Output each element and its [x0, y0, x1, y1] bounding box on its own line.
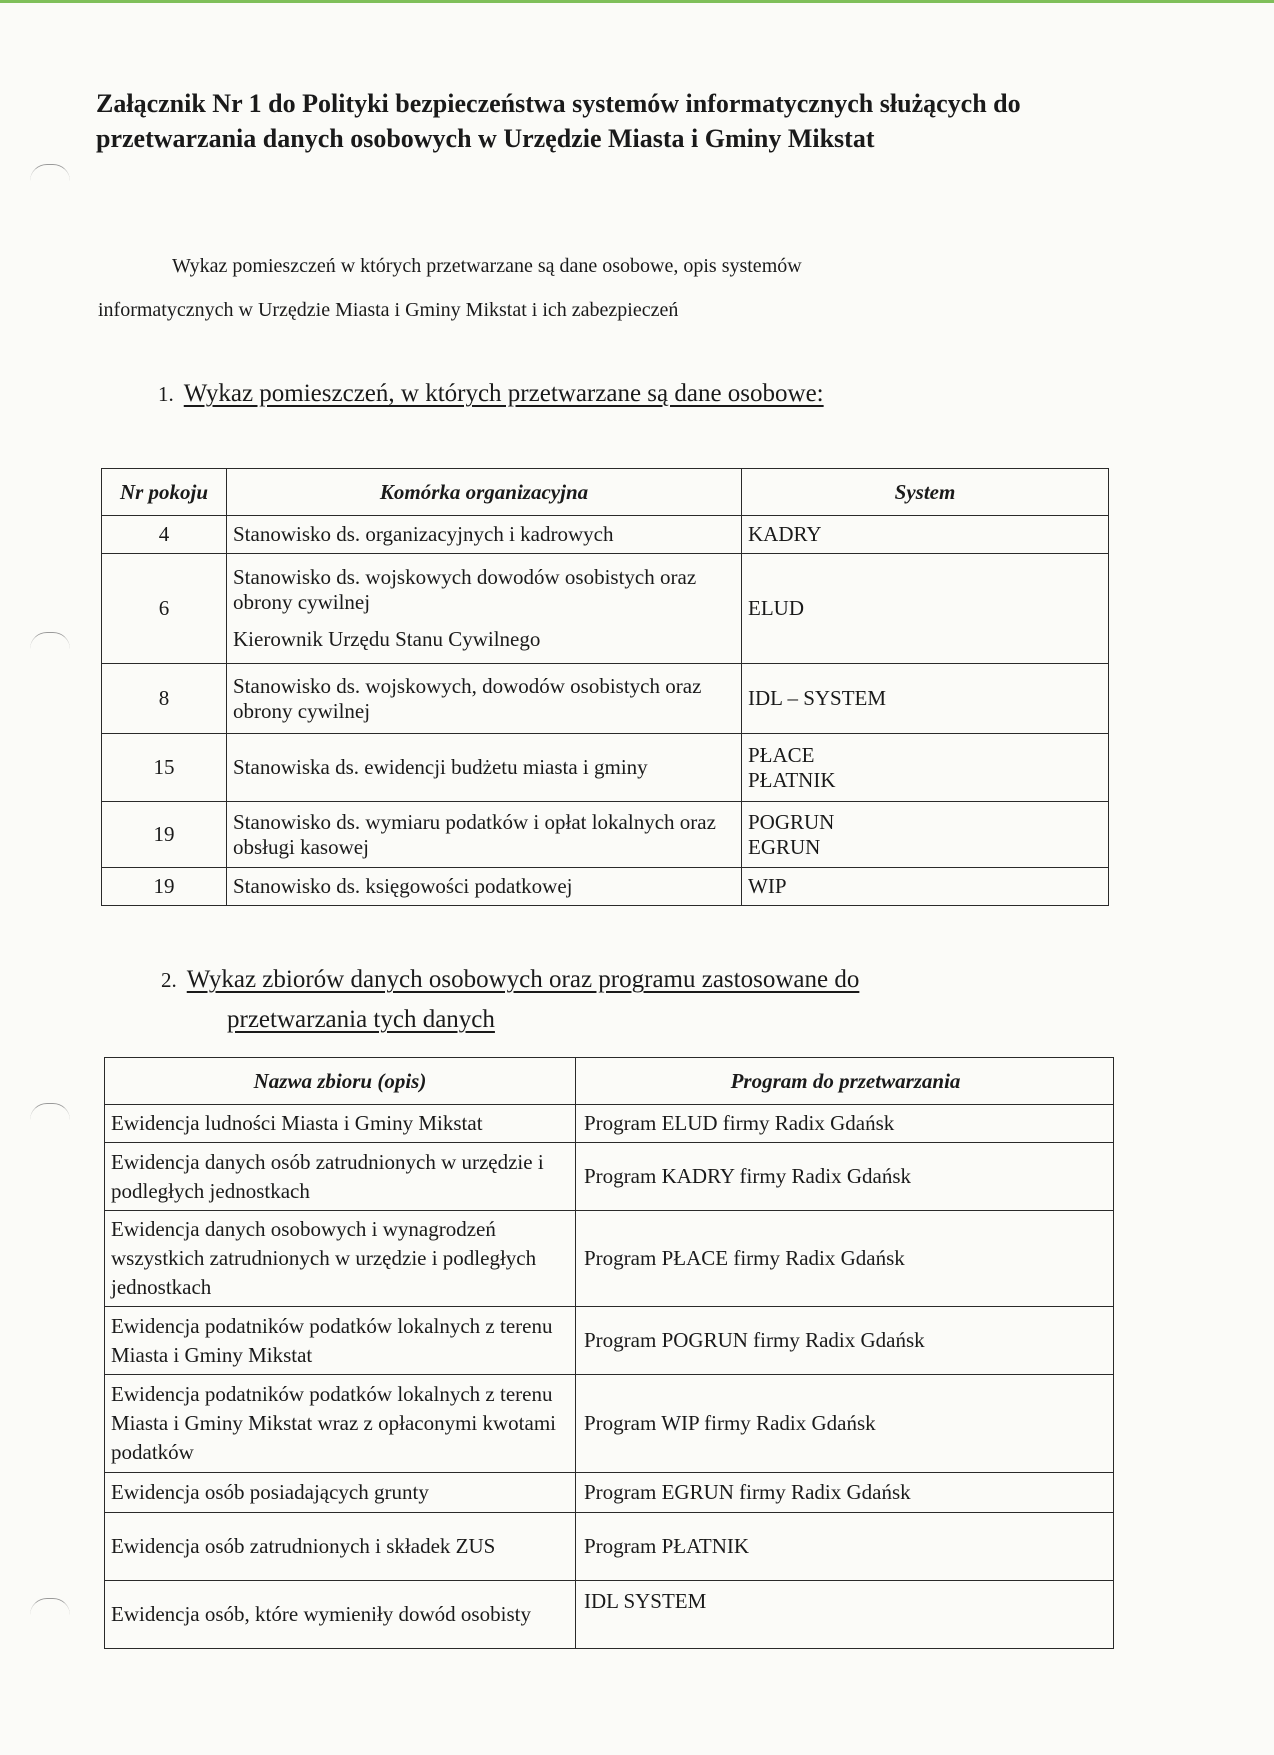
unit-name: Stanowisko ds. księgowości podatkowej: [227, 868, 742, 906]
table-row: [102, 868, 1109, 906]
punch-hole-mark: [30, 1103, 70, 1120]
program-name: Program PŁATNIK: [576, 1513, 1114, 1581]
intro-line-2: informatycznych w Urzędzie Miasta i Gminy Mikstat i ich zabezpieczeń: [98, 299, 679, 321]
intro-paragraph: [98, 244, 1048, 332]
section-1-number: 1.: [158, 382, 174, 406]
col-header-unit: Komórka organizacyjna: [227, 469, 742, 516]
system-cell: [742, 802, 1109, 868]
system-name-secondary: EGRUN: [748, 834, 821, 859]
dataset-name: Ewidencja osób, które wymieniły dowód osobisty: [105, 1581, 576, 1649]
scan-edge-line: [0, 0, 1274, 3]
program-name: Program EGRUN firmy Radix Gdańsk: [576, 1473, 1114, 1513]
table-row: [102, 516, 1109, 554]
unit-name: Stanowiska ds. ewidencji budżetu miasta i gminy: [227, 734, 742, 802]
col-header-system: System: [742, 469, 1109, 516]
table-row: [105, 1581, 1114, 1649]
table-row: [105, 1211, 1114, 1307]
rooms-table: [101, 468, 1109, 906]
program-name: Program KADRY firmy Radix Gdańsk: [576, 1143, 1114, 1211]
program-name: IDL SYSTEM: [576, 1581, 1114, 1649]
section-1-title: Wykaz pomieszczeń, w których przetwarzane są dane osobowe:: [183, 380, 824, 407]
table-row: [102, 664, 1109, 734]
dataset-name: Ewidencja podatników podatków lokalnych z terenu Miasta i Gminy Mikstat wraz z opłaconymi kwotami podatków: [105, 1375, 576, 1473]
system-cell: [742, 734, 1109, 802]
unit-name: Stanowisko ds. wojskowych dowodów osobistych oraz obrony cywilnej: [233, 565, 697, 614]
room-number: 4: [102, 516, 227, 554]
punch-hole-mark: [30, 1598, 70, 1615]
unit-name-secondary: Kierownik Urzędu Stanu Cywilnego: [233, 627, 541, 651]
system-name-secondary: PŁATNIK: [748, 767, 836, 792]
room-number: 19: [102, 802, 227, 868]
table-header-row: [102, 469, 1109, 516]
room-number: 8: [102, 664, 227, 734]
program-name: Program WIP firmy Radix Gdańsk: [576, 1375, 1114, 1473]
table-row: [105, 1375, 1114, 1473]
unit-name: Stanowisko ds. wojskowych, dowodów osobistych oraz obrony cywilnej: [227, 664, 742, 734]
unit-cell: [227, 554, 742, 664]
section-1-heading: [158, 376, 824, 412]
punch-hole-mark: [30, 632, 70, 649]
table-row: [105, 1513, 1114, 1581]
col-header-room: Nr pokoju: [102, 469, 227, 516]
dataset-name: Ewidencja danych osób zatrudnionych w urzędzie i podległych jednostkach: [105, 1143, 576, 1211]
program-name: Program POGRUN firmy Radix Gdańsk: [576, 1307, 1114, 1375]
room-number: 6: [102, 554, 227, 664]
system-name: PŁACE: [748, 742, 815, 767]
system-name: IDL – SYSTEM: [742, 664, 1109, 734]
table-row: [105, 1473, 1114, 1513]
program-name: Program PŁACE firmy Radix Gdańsk: [576, 1211, 1114, 1307]
datasets-table: [104, 1057, 1114, 1649]
unit-name: Stanowisko ds. wymiaru podatków i opłat lokalnych oraz obsługi kasowej: [227, 802, 742, 868]
system-name: ELUD: [742, 554, 1109, 664]
table-row: [102, 734, 1109, 802]
intro-line-1: Wykaz pomieszczeń w których przetwarzane są dane osobowe, opis systemów: [172, 255, 802, 277]
section-2-title-line1: Wykaz zbiorów danych osobowych oraz programu zastosowane do: [186, 966, 860, 993]
dataset-name: Ewidencja danych osobowych i wynagrodzeń wszystkich zatrudnionych w urzędzie i podległych jednostkach: [105, 1211, 576, 1307]
section-2-number: 2.: [161, 968, 177, 992]
punch-hole-mark: [30, 164, 70, 181]
system-name: KADRY: [742, 516, 1109, 554]
program-name: Program ELUD firmy Radix Gdańsk: [576, 1105, 1114, 1143]
room-number: 15: [102, 734, 227, 802]
system-name: POGRUN: [748, 809, 835, 834]
document-heading: Załącznik Nr 1 do Polityki bezpieczeństwa systemów informatycznych służących do przetwarzania danych osobowych w Urzędzie Miasta i Gminy Mikstat: [96, 89, 1021, 153]
dataset-name: Ewidencja osób zatrudnionych i składek ZUS: [105, 1513, 576, 1581]
table-row: [105, 1105, 1114, 1143]
dataset-name: Ewidencja ludności Miasta i Gminy Mikstat: [105, 1105, 576, 1143]
table-row: [105, 1307, 1114, 1375]
table-header-row: [105, 1058, 1114, 1105]
unit-name: Stanowisko ds. organizacyjnych i kadrowych: [227, 516, 742, 554]
col-header-dataset: Nazwa zbioru (opis): [105, 1058, 576, 1105]
table-row: [105, 1143, 1114, 1211]
table-row: [102, 554, 1109, 664]
section-2-title-line2: przetwarzania tych danych: [227, 1006, 495, 1033]
col-header-program: Program do przetwarzania: [576, 1058, 1114, 1105]
system-name: WIP: [742, 868, 1109, 906]
dataset-name: Ewidencja podatników podatków lokalnych z terenu Miasta i Gminy Mikstat: [105, 1307, 576, 1375]
dataset-name: Ewidencja osób posiadających grunty: [105, 1473, 576, 1513]
room-number: 19: [102, 868, 227, 906]
table-row: [102, 802, 1109, 868]
section-2-heading: [161, 962, 859, 1038]
